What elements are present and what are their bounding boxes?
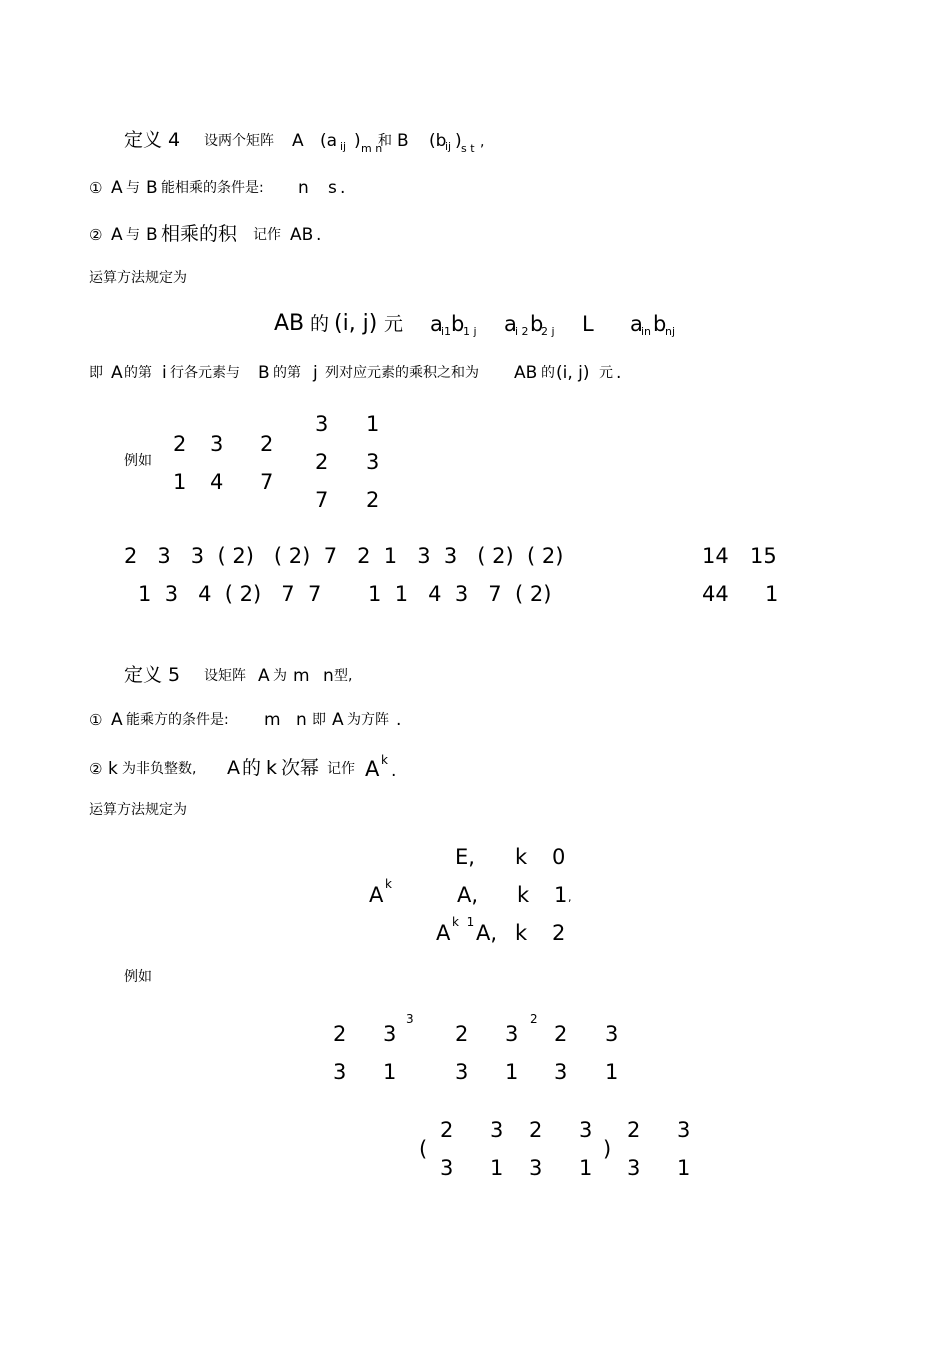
formula1-elem: 元	[384, 313, 404, 335]
def5-a: A	[258, 666, 270, 686]
def5-intro: 设矩阵	[204, 668, 246, 684]
item3-text: 能乘方的条件是:	[126, 712, 229, 728]
def5-heading: 定义 5	[124, 664, 181, 686]
matrix-cell: 3	[455, 1060, 469, 1084]
def4-b: B	[397, 131, 409, 151]
item2-a: A	[111, 225, 123, 245]
def4-a-open: (a	[320, 131, 338, 151]
item2-product: 相乘的积	[161, 223, 238, 245]
item3-n: n	[296, 710, 307, 730]
def4-a-sub: ij	[340, 140, 347, 153]
matrix-cell: 2	[627, 1118, 641, 1142]
formula1-ellipsis: L	[582, 312, 594, 336]
formula2-case3-a: A	[436, 921, 451, 945]
explain-i: i	[162, 363, 167, 383]
item2-mark: ②	[89, 226, 103, 244]
result-cell: 14	[702, 544, 729, 568]
explain-ij: (i, j)	[556, 363, 590, 383]
explain-t5: 的	[541, 365, 555, 381]
formula1-b1-sub: 1 j	[463, 325, 477, 338]
item4-mark: ②	[89, 760, 103, 778]
explain-t6: 元	[599, 365, 613, 381]
formula1-an-sub: in	[641, 325, 652, 338]
formula2-case1-val: 0	[552, 845, 566, 869]
matrix-cell: 1	[505, 1060, 519, 1084]
item1-n: n	[298, 178, 309, 198]
example-label-1: 例如	[124, 453, 152, 469]
formula1-ab: AB	[274, 311, 305, 336]
def5-t2: 型,	[334, 668, 353, 684]
matrix-cell: 1	[677, 1156, 691, 1180]
rule-text-2: 运算方法规定为	[89, 802, 187, 818]
item4-dot: .	[391, 761, 397, 781]
item1-with: 与	[126, 180, 140, 196]
def4-b-sub: ij	[445, 140, 452, 153]
def4-a-close: )	[354, 131, 361, 151]
matrix-cell: 1	[579, 1156, 593, 1180]
matrix2-cell: 3	[366, 450, 380, 474]
formula2-case1-k: k	[515, 845, 528, 869]
formula1-a2-sub: i 2	[515, 325, 529, 338]
example-label-2: 例如	[124, 969, 152, 985]
item3-a2: A	[332, 710, 344, 730]
formula1-an: a	[630, 312, 643, 336]
matrix1-cell: 2	[260, 432, 274, 456]
close-paren: )	[603, 1137, 612, 1161]
def4-intro: 设两个矩阵	[204, 133, 274, 149]
formula1-b2: b	[530, 312, 544, 336]
matrix2-cell: 1	[366, 412, 380, 436]
matrix2-cell: 7	[315, 488, 329, 512]
item1-b: B	[146, 178, 158, 198]
formula2-case1: E,	[455, 845, 475, 869]
formula2-case2-comma: ,	[568, 891, 572, 904]
matrix-power-cell: 3	[333, 1060, 347, 1084]
matrix-cell: 2	[455, 1022, 469, 1046]
formula1-b1: b	[451, 312, 465, 336]
matrix-cell: 2	[440, 1118, 454, 1142]
explain-ji: 即	[89, 365, 103, 381]
item1-mark: ①	[89, 179, 103, 197]
item3-mark: ①	[89, 711, 103, 729]
item4-power: 次幂	[281, 757, 320, 779]
item1-a: A	[111, 178, 123, 198]
matrix-cell: 3	[579, 1118, 593, 1142]
explain-j: j	[313, 363, 318, 383]
def5-t1: 为	[273, 668, 287, 684]
formula1-b2-sub: 2 j	[541, 325, 555, 338]
formula1-a1-sub: i1	[441, 325, 452, 338]
explain-dot: .	[616, 363, 622, 383]
item4-ak: A	[365, 757, 380, 781]
explain-t3: 的第	[273, 365, 301, 381]
matrix-cell: 3	[490, 1118, 504, 1142]
result-cell: 44	[702, 582, 729, 606]
item3-ji: 即	[312, 712, 326, 728]
explain-t1: 的第	[124, 365, 152, 381]
def5-m: m	[293, 666, 310, 686]
formula2-case3-k: k	[515, 921, 528, 945]
matrix1-cell: 1	[173, 470, 187, 494]
def4-a: A	[292, 131, 304, 151]
def4-b-close: )	[455, 131, 462, 151]
def5-n: n	[323, 666, 334, 686]
item4-k: k	[108, 759, 118, 779]
item4-text: 为非负整数,	[122, 761, 197, 777]
matrix-cell: 3	[627, 1156, 641, 1180]
power-3: 3	[406, 1012, 414, 1026]
matrix-cell: 2	[529, 1118, 543, 1142]
explain-t4: 列对应元素的乘积之和为	[325, 365, 479, 381]
matrix-cell: 3	[529, 1156, 543, 1180]
computation-row-2: 1 3 4 ( 2) 7 7 1 1 4 3 7 ( 2)	[138, 582, 552, 606]
item2-dot: .	[316, 225, 322, 245]
item2-with: 与	[126, 227, 140, 243]
item4-a: A	[227, 757, 240, 779]
matrix-cell: 2	[554, 1022, 568, 1046]
item4-ji: 记作	[327, 761, 355, 777]
matrix2-cell: 3	[315, 412, 329, 436]
matrix1-cell: 2	[173, 432, 187, 456]
item4-de: 的	[242, 757, 262, 779]
formula2-case2: A,	[457, 883, 479, 907]
def4-b-dim: s t	[461, 142, 475, 155]
matrix1-cell: 3	[210, 432, 224, 456]
item4-ak-sup: k	[381, 753, 388, 767]
matrix-power-cell: 2	[333, 1022, 347, 1046]
matrix2-cell: 2	[366, 488, 380, 512]
item2-b: B	[146, 225, 158, 245]
item2-text: 记作	[253, 227, 281, 243]
matrix-power-cell: 3	[383, 1022, 397, 1046]
explain-ab: AB	[514, 363, 538, 383]
rule-text-1: 运算方法规定为	[89, 270, 187, 286]
item3-dot: .	[396, 710, 402, 730]
formula2-case3-val: 2	[552, 921, 566, 945]
formula1-bn: b	[653, 312, 667, 336]
item3-m: m	[264, 710, 281, 730]
matrix-cell: 1	[490, 1156, 504, 1180]
item3-t2: 为方阵	[347, 712, 389, 728]
def4-heading: 定义 4	[124, 129, 181, 151]
formula2-lhs: A	[369, 883, 384, 907]
matrix-cell: 3	[677, 1118, 691, 1142]
matrix-power-cell: 1	[383, 1060, 397, 1084]
explain-a: A	[111, 363, 123, 383]
explain-t2: 行各元素与	[170, 365, 240, 381]
formula1-bn-sub: nj	[665, 325, 676, 338]
matrix1-cell: 7	[260, 470, 274, 494]
formula2-lhs-sup: k	[385, 877, 392, 891]
matrix-cell: 1	[605, 1060, 619, 1084]
formula2-case3-sup: k 1	[452, 915, 475, 929]
def4-and: 和	[378, 133, 392, 149]
open-paren: (	[419, 1137, 428, 1161]
computation-row-1: 2 3 3 ( 2) ( 2) 7 2 1 3 3 ( 2) ( 2)	[124, 544, 564, 568]
matrix-cell: 3	[605, 1022, 619, 1046]
power-2: 2	[530, 1012, 538, 1026]
item4-k2: k	[266, 757, 278, 779]
matrix1-cell: 4	[210, 470, 224, 494]
formula1-ij: (i, j)	[334, 311, 378, 336]
result-cell: 1	[765, 582, 779, 606]
item1-text: 能相乘的条件是:	[161, 180, 264, 196]
matrix-cell: 3	[440, 1156, 454, 1180]
def4-b-open: (b	[429, 131, 447, 151]
formula1-a2: a	[504, 312, 517, 336]
def4-a-dim: m n	[361, 142, 383, 155]
matrix2-cell: 2	[315, 450, 329, 474]
result-cell: 15	[750, 544, 777, 568]
item3-a: A	[111, 710, 123, 730]
item1-dot: .	[340, 178, 346, 198]
matrix-cell: 3	[505, 1022, 519, 1046]
item2-ab: AB	[290, 225, 314, 245]
def4-comma: ,	[480, 134, 485, 150]
formula2-case2-k: k	[517, 883, 530, 907]
formula2-case2-val: 1	[554, 883, 568, 907]
item1-s: s	[328, 178, 337, 198]
explain-b: B	[258, 363, 270, 383]
formula2-case3-b: A,	[476, 921, 498, 945]
formula1-of: 的	[310, 313, 330, 335]
matrix-cell: 3	[554, 1060, 568, 1084]
formula1-a1: a	[430, 312, 443, 336]
